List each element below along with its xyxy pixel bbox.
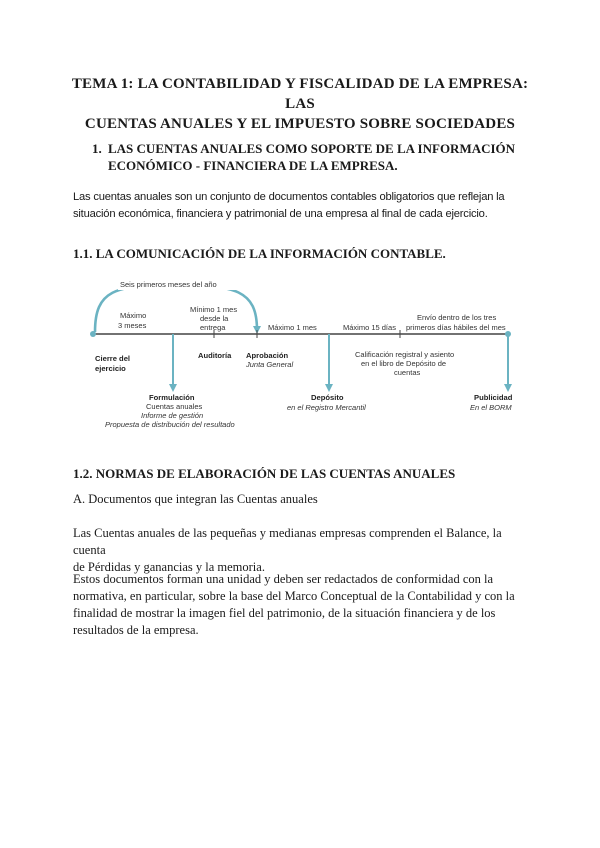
label-minimo-1-mes-1: Mínimo 1 mes bbox=[190, 305, 238, 314]
label-formulacion-1: Cuentas anuales bbox=[146, 402, 203, 411]
title-line-2: CUENTAS ANUALES Y EL IMPUESTO SOBRE SOCIEDADES bbox=[84, 116, 516, 132]
label-maximo-1-mes: Máximo 1 mes bbox=[268, 323, 317, 332]
label-auditoria: Auditoría bbox=[198, 351, 232, 360]
section-1-2-paragraph-2-line-3: finalidad de mostrar la imagen fiel del patrimonio, de la situación financiera y de los bbox=[73, 606, 496, 620]
title-line-1: TEMA 1: LA CONTABILIDAD Y FISCALIDAD DE LA EMPRESA: LAS bbox=[71, 76, 529, 112]
section-1-1-heading: 1.1. LA COMUNICACIÓN DE LA INFORMACIÓN CONTABLE. bbox=[73, 246, 446, 261]
six-months-label: Seis primeros meses del año bbox=[120, 280, 217, 289]
label-borm: En el BORM bbox=[470, 403, 512, 412]
section-1-heading-line-2: ECONÓMICO - FINANCIERA DE LA EMPRESA. bbox=[108, 158, 398, 173]
section-1-paragraph-line-2: situación económica, financiera y patrimonial de una empresa al final de cada ejercicio. bbox=[73, 208, 488, 220]
section-1-2-paragraph-2-line-2: normativa, en particular, sobre la base del Marco Conceptual de la Contabilidad y con la bbox=[73, 589, 515, 603]
label-publicidad: Publicidad bbox=[474, 393, 513, 402]
label-cierre-2: ejercicio bbox=[95, 364, 126, 373]
section-1-2-paragraph-1-line-1: Las Cuentas anuales de las pequeñas y medianas empresas comprenden el Balance, la cuenta bbox=[73, 526, 502, 557]
section-1-number: 1. bbox=[92, 141, 102, 156]
label-junta-general: Junta General bbox=[246, 360, 294, 369]
label-minimo-1-mes-2: desde la bbox=[200, 314, 229, 323]
section-1-2-paragraph-2-line-1: Estos documentos forman una unidad y deben ser redactados de conformidad con la bbox=[73, 572, 494, 586]
section-1-2-paragraph-2 bbox=[73, 571, 533, 639]
section-1-2-heading: 1.2. NORMAS DE ELABORACIÓN DE LAS CUENTAS ANUALES bbox=[73, 466, 456, 481]
label-deposito: Depósito bbox=[311, 393, 344, 402]
label-calificacion-2: en el libro de Depósito de bbox=[361, 359, 447, 368]
label-aprobacion: Aprobación bbox=[246, 351, 289, 360]
section-1-heading-line-1: LAS CUENTAS ANUALES COMO SOPORTE DE LA INFORMACIÓN bbox=[108, 141, 516, 156]
label-formulacion: Formulación bbox=[149, 393, 195, 402]
label-calificacion-3: cuentas bbox=[394, 368, 421, 377]
section-1-paragraph-line-1: Las cuentas anuales son un conjunto de documentos contables obligatorios que reflejan la bbox=[73, 191, 505, 203]
label-maximo-15-dias: Máximo 15 días bbox=[343, 323, 396, 332]
label-maximo-3-meses-2: 3 meses bbox=[118, 321, 147, 330]
section-1-2-subheading: A. Documentos que integran las Cuentas anuales bbox=[73, 492, 318, 506]
label-envio-2: primeros días hábiles del mes bbox=[406, 323, 506, 332]
section-1-2-paragraph-1 bbox=[73, 525, 533, 576]
label-cierre-1: Cierre del bbox=[95, 354, 131, 363]
label-formulacion-3: Propuesta de distribución del resultado bbox=[105, 420, 235, 429]
section-1-2-paragraph-2-line-4: resultados de la empresa. bbox=[73, 623, 199, 637]
section-1-2-paragraph-1-line-2: de Pérdidas y ganancias y la memoria. bbox=[73, 560, 265, 574]
label-minimo-1-mes-3: entrega bbox=[200, 323, 226, 332]
label-registro-mercantil: en el Registro Mercantil bbox=[287, 403, 366, 412]
label-envio-1: Envío dentro de los tres bbox=[417, 313, 497, 322]
label-formulacion-2: Informe de gestión bbox=[141, 411, 204, 420]
label-calificacion-1: Calificación registral y asiento bbox=[355, 350, 455, 359]
label-maximo-3-meses-1: Máximo bbox=[120, 311, 147, 320]
timeline-start-dot bbox=[90, 331, 96, 337]
